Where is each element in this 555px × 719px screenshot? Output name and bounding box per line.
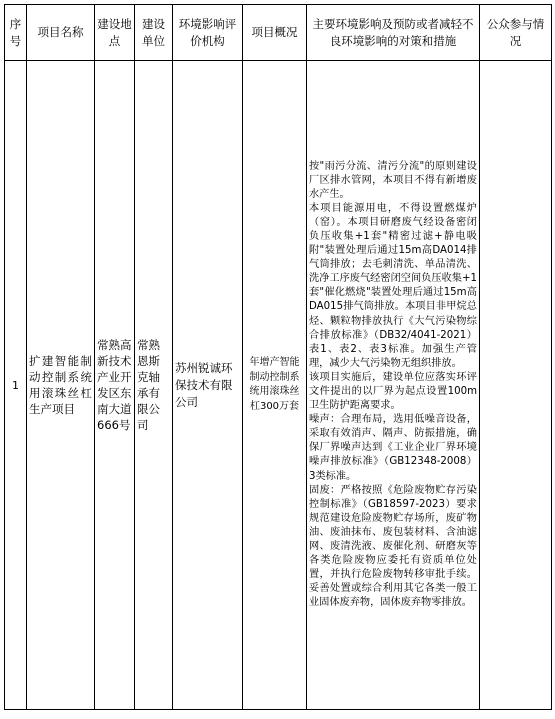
cell-project-name: 扩建智能制动控制系统用滚珠丝杠生产项目 <box>27 61 95 710</box>
table-header-row <box>5 5 552 61</box>
cell-overview: 年增产智能制动控制系统用滚珠丝杠300万套 <box>243 61 307 710</box>
header-project-name: 项目名称 <box>27 5 95 61</box>
header-location: 建设地点 <box>95 5 135 61</box>
cell-unit: 常熟恩斯克轴承有限公司 <box>135 61 173 710</box>
table-row <box>5 61 552 710</box>
measure-air: 本项目能源用电，不得设置燃煤炉（窑）。本项目研磨废气经设备密闭负压收集+1套"精密过滤+静电吸附"装置处理后通过15m高DA014排气筒排放；去毛刺清洗、单品清洗、洗净工序废气经密闭空间负压收集+1套"催化燃烧"装置处理后通过15m高DA015排气筒排放。本项目非甲烷总烃、颗粒物排放执行《大气污染物综合排放标准》（DB32/4041-2021）表1、表2、表3标准。加强生产管理，减少大气污染物无组织排放。 <box>309 202 477 369</box>
header-unit: 建设单位 <box>135 5 173 61</box>
header-eval-org: 环境影响评价机构 <box>173 5 243 61</box>
cell-eval-org: 苏州锐诚环保技术有限公司 <box>173 61 243 710</box>
header-measures: 主要环境影响及预防或者减轻不良环境影响的对策和措施 <box>307 5 480 61</box>
cell-index: 1 <box>5 61 27 710</box>
measure-protection-distance: 该项目实施后，建设单位应落实环评文件提出的以厂界为起点设置100m卫生防护距离要求。 <box>309 371 477 412</box>
measure-noise: 噪声：合理布局，选用低噪音设备，采取有效消声、隔声、防振措施，确保厂界噪声达到《工业企业厂界环境噪声排放标准》（GB12348-2008）3类标准。 <box>309 414 477 482</box>
approval-table <box>4 4 552 710</box>
header-index: 序号 <box>5 5 27 61</box>
measure-solid-waste: 固废：严格按照《危险废物贮存污染控制标准》（GB18597-2023）要求规范建设危险废物贮存场所，废矿物油、废油抹布、废包装材料、含油滤网、废清洗液、废催化剂、研磨灰等各类危险废物应委托有资质单位处置，并执行危险废物转移审批手续。妥善处置或综合利用其它各类一般工业固体废弃物，固体废弃物零排放。 <box>309 484 477 609</box>
header-overview: 项目概况 <box>243 5 307 61</box>
cell-location: 常熟高新技术产业开发区东南大道666号 <box>95 61 135 710</box>
cell-measures <box>307 61 480 710</box>
header-public: 公众参与情况 <box>480 5 552 61</box>
cell-public <box>480 61 552 710</box>
measure-drainage: 按"雨污分流、清污分流"的原则建设厂区排水管网，本项目不得有新增废水产生。 <box>309 160 477 200</box>
